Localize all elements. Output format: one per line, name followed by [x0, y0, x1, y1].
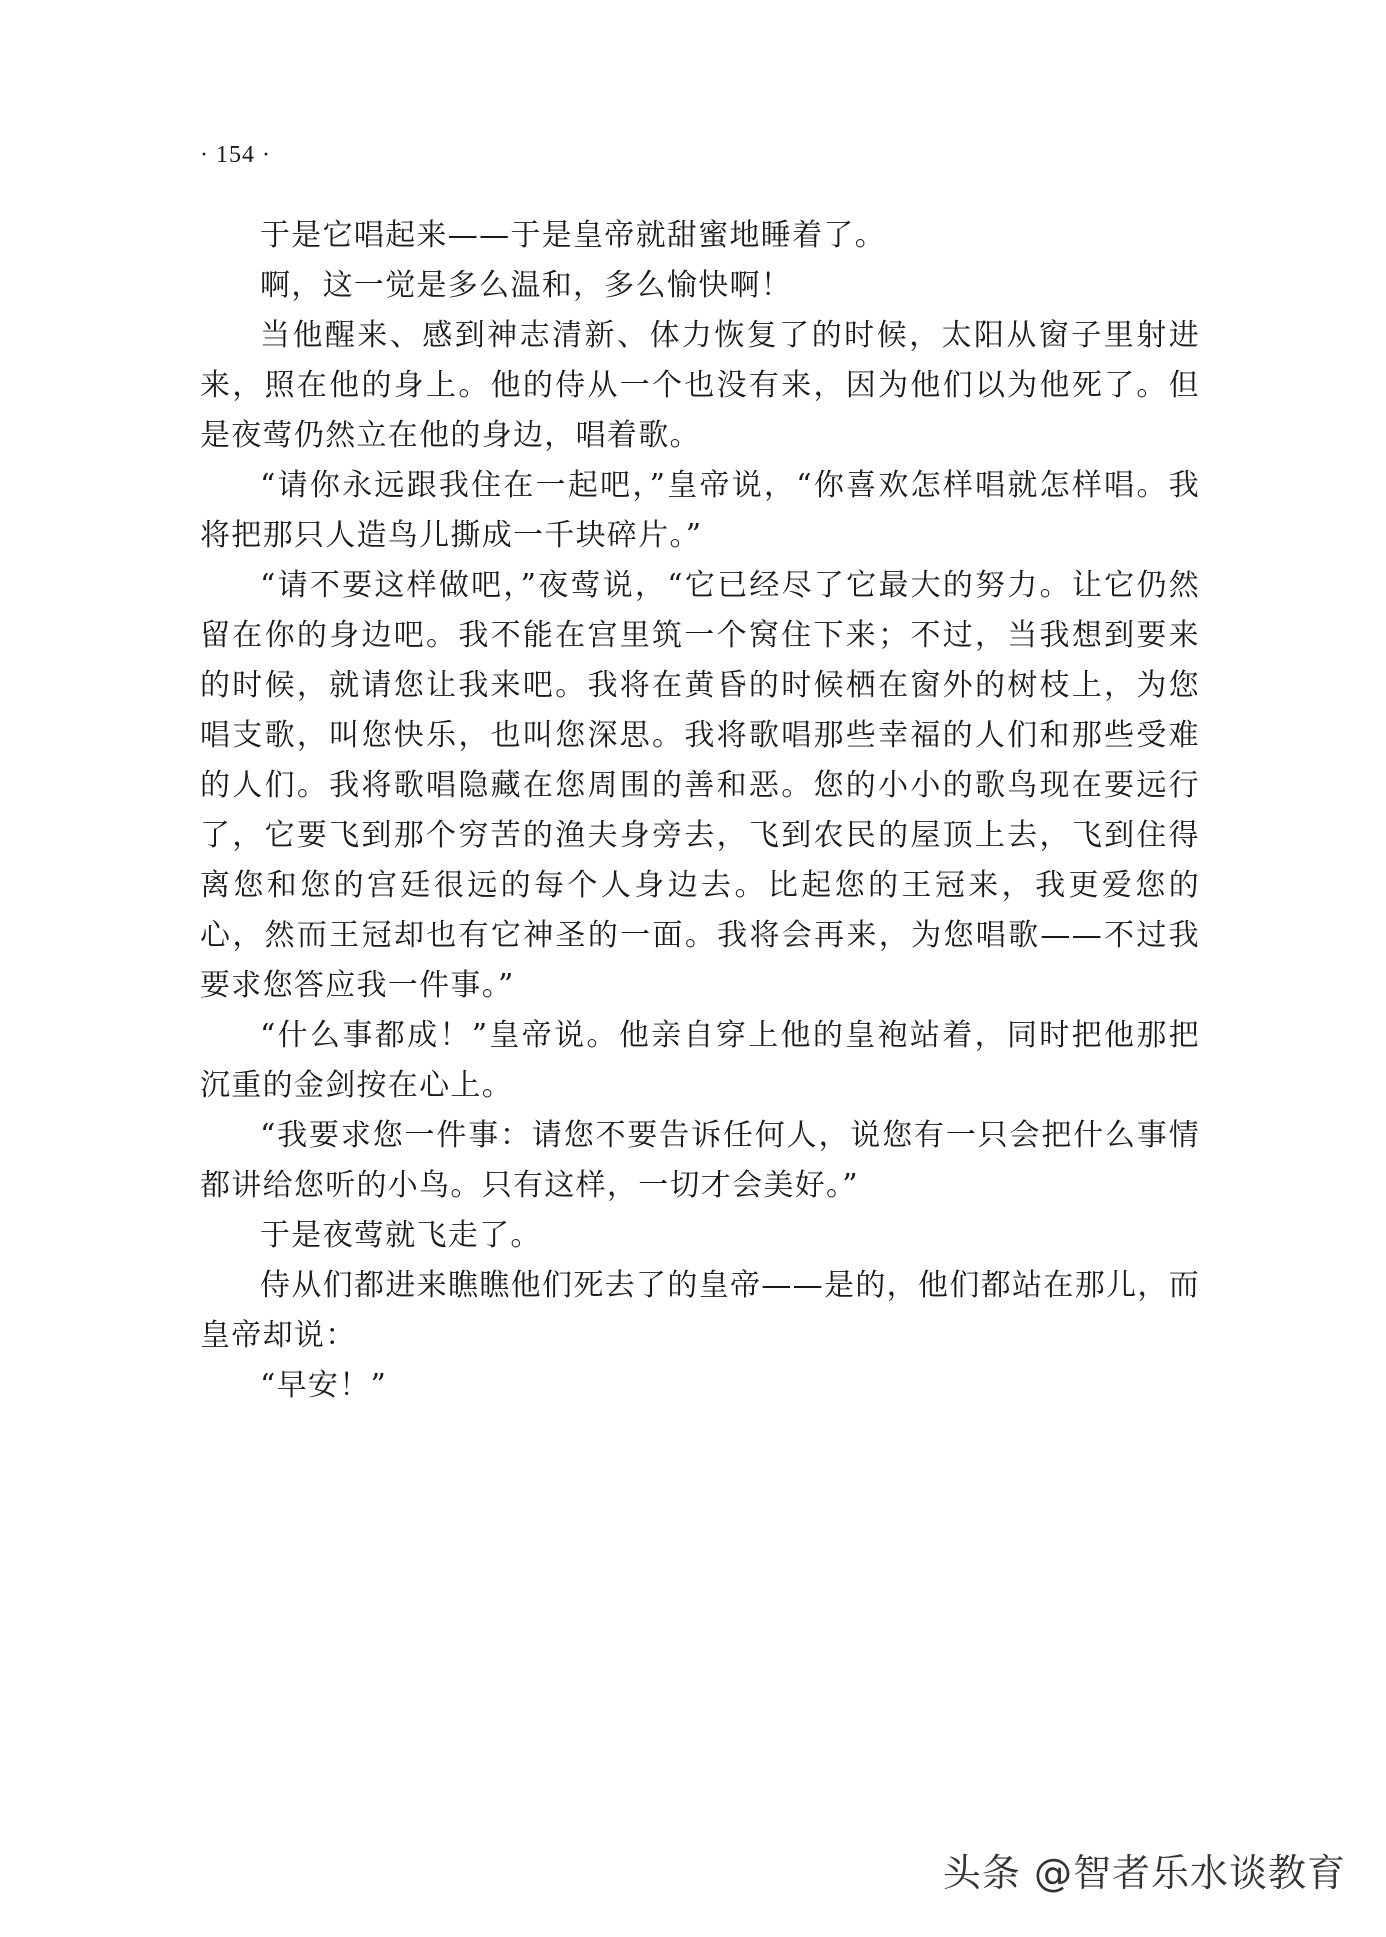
paragraph: “请你永远跟我住在一起吧，”皇帝说，“你喜欢怎样唱就怎样唱。我将把那只人造鸟儿撕成一千块碎片。” — [200, 468, 1200, 553]
text-body — [200, 211, 1200, 1411]
paragraph: “我要求您一件事：请您不要告诉任何人，说您有一只会把什么事情都讲给您听的小鸟。只有这样，一切才会美好。” — [200, 1118, 1200, 1203]
paragraph: 侍从们都进来瞧瞧他们死去了的皇帝——是的，他们都站在那儿，而皇帝却说： — [200, 1268, 1200, 1353]
page-number: · 154 · — [200, 142, 271, 168]
paragraph: “早安！” — [260, 1368, 388, 1403]
paragraph: “请不要这样做吧，”夜莺说，“它已经尽了它最大的努力。让它仍然留在你的身边吧。我不能在宫里筑一个窝住下来；不过，当我想到要来的时候，就请您让我来吧。我将在黄昏的时候栖在窗外的树枝上，为您唱支歌，叫您快乐，也叫您深思。我将歌唱那些幸福的人们和那些受难的人们。我将歌唱隐藏在您周围的善和恶。您的小小的歌鸟现在要远行了，它要飞到那个穷苦的渔夫身旁去，飞到农民的屋顶上去，飞到住得离您和您的宫廷很远的每个人身边去。比起您的王冠来，我更爱您的心，然而王冠却也有它神圣的一面。我将会再来，为您唱歌——不过我要求您答应我一件事。” — [200, 568, 1200, 1003]
paragraph: “什么事都成！”皇帝说。他亲自穿上他的皇袍站着，同时把他那把沉重的金剑按在心上。 — [200, 1018, 1200, 1103]
paragraph: 于是夜莺就飞走了。 — [260, 1218, 542, 1253]
paragraph: 于是它唱起来——于是皇帝就甜蜜地睡着了。 — [260, 218, 886, 253]
watermark: 头条 @智者乐水谈教育 — [942, 1851, 1346, 1895]
paragraph: 啊，这一觉是多么温和，多么愉快啊！ — [260, 268, 793, 303]
paragraph: 当他醒来、感到神志清新、体力恢复了的时候，太阳从窗子里射进来，照在他的身上。他的侍从一个也没有来，因为他们以为他死了。但是夜莺仍然立在他的身边，唱着歌。 — [200, 318, 1200, 453]
